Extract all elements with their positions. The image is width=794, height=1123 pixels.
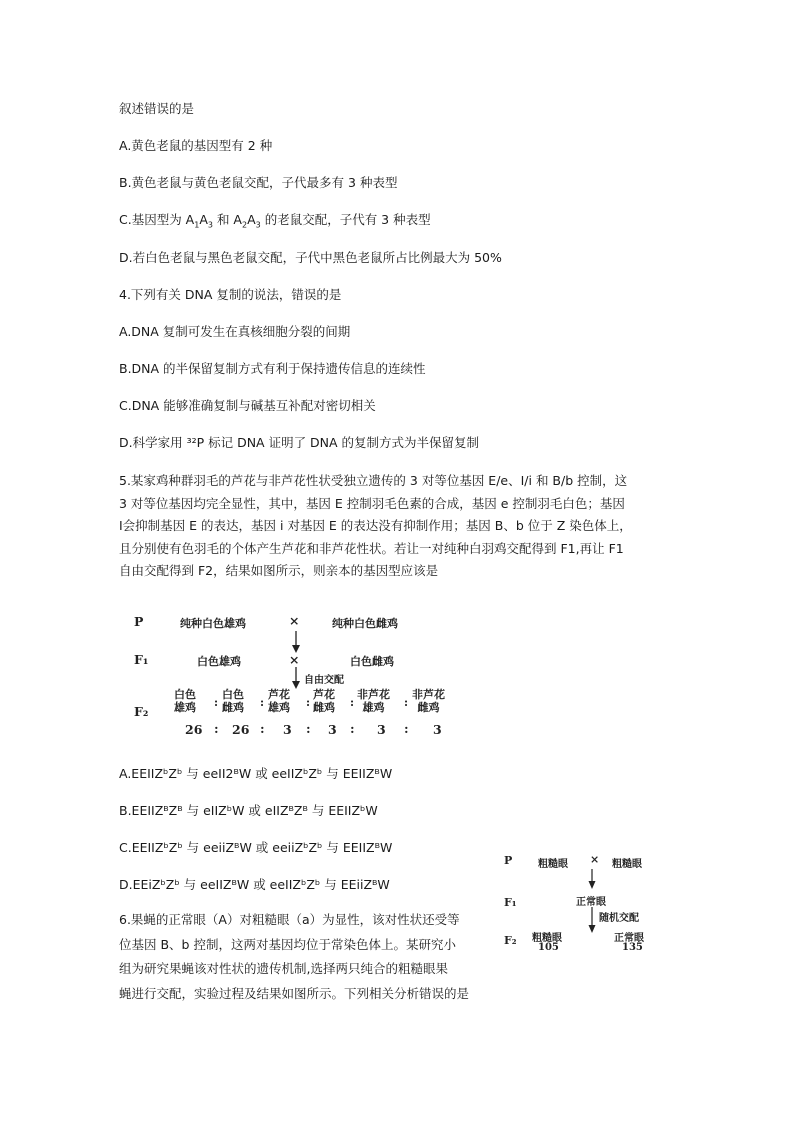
ratio-separator: :	[214, 721, 219, 736]
q6-stem-line: 6.果蝇的正常眼（A）对粗糙眼（a）为显性，该对性状还受等	[119, 912, 460, 927]
f2-count: 3	[433, 722, 442, 737]
f2-count: 26	[232, 722, 250, 737]
q3-option-b: B.黄色老鼠与黄色老鼠交配，子代最多有 3 种表型	[119, 175, 398, 190]
fig1-f1-cross: ×	[289, 652, 300, 667]
fig2-f2-right-count: 135	[622, 942, 643, 953]
ratio-separator: :	[350, 721, 355, 736]
fig2-f2-label: F₂	[504, 934, 517, 947]
f2-class-barred-male: 芦花 雄鸡	[268, 688, 290, 714]
fig1-p-female: 纯种白色雌鸡	[332, 617, 398, 630]
fig1-f2-label: F₂	[134, 704, 149, 719]
fig1-f1-female: 白色雌鸡	[350, 655, 394, 668]
q3-option-d: D.若白色老鼠与黑色老鼠交配，子代中黑色老鼠所占比例最大为 50%	[119, 250, 502, 265]
f2-count: 3	[328, 722, 337, 737]
q3-option-c: C.基因型为 $A_1A_3$ 和 $A_2A_3$ 的老鼠交配，子代有 3 种表型	[119, 212, 431, 230]
fig2-f2-left-count: 105	[538, 942, 559, 953]
f2-class-white-male: 白色 雄鸡	[174, 688, 196, 714]
q5-stem	[119, 470, 674, 583]
fig2-f1-label: F₁	[504, 896, 517, 909]
q6-stem	[119, 908, 499, 1006]
ratio-separator: :	[404, 696, 409, 709]
chicken-cross-figure	[120, 600, 476, 742]
fig2-f2-right: 正常眼	[614, 933, 644, 944]
q5-stem-line: 且分别使有色羽毛的个体产生芦花和非芦花性状。若让一对纯种白羽鸡交配得到 F1,再让 F1	[119, 540, 624, 556]
down-arrow-icon	[587, 906, 597, 934]
q6-stem-line: 位基因 B、b 控制，这两对基因均位于常染色体上。某研究小	[119, 936, 456, 952]
ratio-separator: :	[350, 696, 355, 709]
f2-class-nonbarred-female: 非芦花 雌鸡	[412, 688, 445, 714]
fig1-p-label: P	[134, 614, 144, 629]
ratio-separator: :	[260, 721, 265, 736]
fig1-p-cross: ×	[289, 613, 300, 628]
q5-stem-line: 自由交配得到 F2，结果如图所示，则亲本的基因型应该是	[119, 563, 439, 579]
ratio-separator: :	[260, 696, 265, 709]
q4-option-c: C.DNA 能够准确复制与碱基互补配对密切相关	[119, 398, 376, 413]
ratio-separator: :	[306, 696, 311, 709]
q3-stem-end: 叙述错误的是	[119, 101, 195, 116]
f2-count: 26	[185, 722, 203, 737]
fig2-cross: ×	[590, 853, 600, 866]
fig2-random-mating: 随机交配	[599, 913, 639, 924]
fig2-f2-left: 粗糙眼	[532, 933, 562, 944]
q5-stem-line: 3 对等位基因均完全显性，其中，基因 E 控制羽毛色素的合成，基因 e 控制羽毛白色；基因	[119, 495, 625, 511]
fig1-p-male: 纯种白色雄鸡	[180, 617, 246, 630]
f2-class-barred-female: 芦花 雌鸡	[313, 688, 335, 714]
q4-option-a: A.DNA 复制可发生在真核细胞分裂的间期	[119, 324, 351, 339]
fruitfly-cross-figure	[498, 846, 674, 956]
fig1-f1-label: F₁	[134, 652, 149, 667]
down-arrow-icon	[290, 666, 302, 690]
f2-class-white-female: 白色 雌鸡	[222, 688, 244, 714]
q5-option-c: C.EEIIZᵇZᵇ 与 eeiiZᴮW 或 eeiiZᵇZᵇ 与 EEIIZᴮW	[119, 840, 393, 855]
q6-stem-line: 蝇进行交配，实验过程及结果如图所示。下列相关分析错误的是	[119, 985, 470, 1001]
q6-stem-line: 组为研究果蝇该对性状的遗传机制,选择两只纯合的粗糙眼果	[119, 961, 448, 976]
fig2-f1-pheno: 正常眼	[576, 897, 606, 908]
q5-option-a: A.EEIIZᵇZᵇ 与 eeII2ᴮW 或 eeIIZᵇZᵇ 与 EEIIZᴮW	[119, 766, 393, 781]
q5-stem-line: Ⅰ会抑制基因 E 的表达，基因 i 对基因 E 的表达没有抑制作用；基因 B、b 位于 Z 染色体上，	[119, 518, 632, 534]
q5-option-b: B.EEIIZᴮZᴮ 与 eIIZᵇW 或 eIIZᴮZᴮ 与 EEIIZᵇW	[119, 803, 378, 818]
q5-option-d: D.EEiZᵇZᵇ 与 eeIIZᴮW 或 eeIIZᵇZᵇ 与 EEiiZᴮW	[119, 877, 390, 892]
f2-class-nonbarred-male: 非芦花 雄鸡	[357, 688, 390, 714]
f2-count: 3	[283, 722, 292, 737]
q4-option-b: B.DNA 的半保留复制方式有利于保持遗传信息的连续性	[119, 361, 426, 376]
fig1-f1-male: 白色雄鸡	[197, 655, 241, 668]
q5-stem-line: 5.某家鸡种群羽毛的芦花与非芦花性状受独立遗传的 3 对等位基因 E/e、I/i 和 B/b 控制，这	[119, 473, 628, 488]
ratio-separator: :	[306, 721, 311, 736]
ratio-separator: :	[214, 696, 219, 709]
fig2-p-label: P	[504, 854, 513, 867]
q4-stem: 4.下列有关 DNA 复制的说法，错误的是	[119, 287, 342, 302]
down-arrow-icon	[587, 868, 597, 890]
ratio-separator: :	[404, 721, 409, 736]
fig2-p-right: 粗糙眼	[612, 859, 642, 870]
down-arrow-icon	[290, 630, 302, 654]
fig2-p-left: 粗糙眼	[538, 859, 568, 870]
q3-option-a: A.黄色老鼠的基因型有 2 种	[119, 138, 273, 153]
q4-option-d: D.科学家用 ³²P 标记 DNA 证明了 DNA 的复制方式为半保留复制	[119, 435, 480, 450]
fig1-free-mating: 自由交配	[304, 675, 344, 686]
f2-count: 3	[377, 722, 386, 737]
